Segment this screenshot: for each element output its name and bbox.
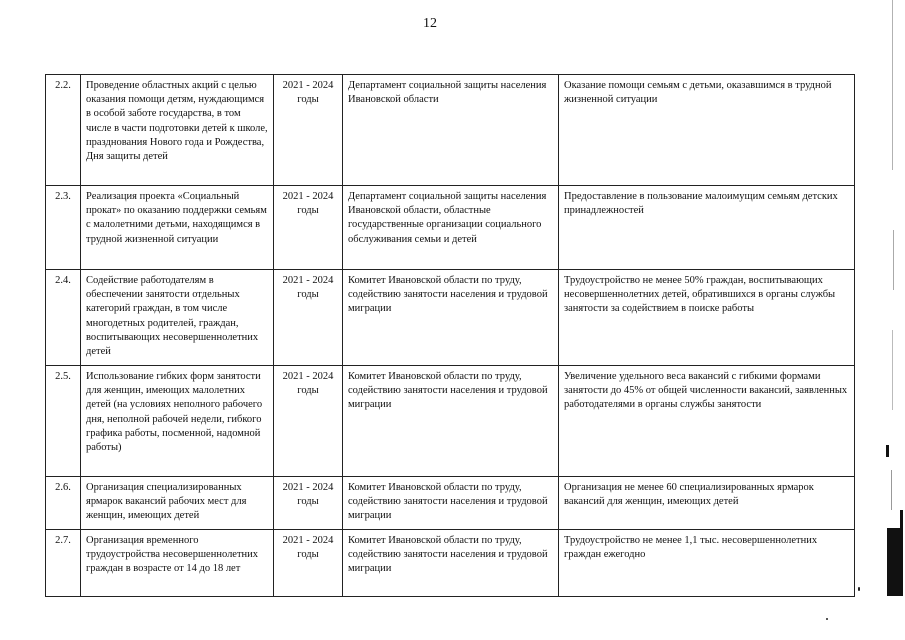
row-number: 2.5. (46, 366, 81, 477)
row-number: 2.3. (46, 186, 81, 270)
expected-result: Оказание помощи семьям с детьми, оказавшимся в трудной жизненной ситуации (559, 75, 855, 186)
expected-result: Трудоустройство не менее 1,1 тыс. несовершеннолетних граждан ежегодно (559, 530, 855, 597)
implementation-period: 2021 - 2024 годы (274, 477, 343, 530)
responsible-executor: Департамент социальной защиты населения Ивановской области (343, 75, 559, 186)
implementation-period: 2021 - 2024 годы (274, 75, 343, 186)
scan-edge-artifacts (884, 0, 905, 640)
row-number: 2.6. (46, 477, 81, 530)
scan-speck (858, 587, 860, 591)
row-number: 2.2. (46, 75, 81, 186)
responsible-executor: Комитет Ивановской области по труду, содействию занятости населения и трудовой миграции (343, 270, 559, 366)
measure-title: Использование гибких форм занятости для женщин, имеющих малолетних детей (на условиях неполного рабочего дня, неполной рабочей недели, гибкого графика работы, посменной, надомной работы) (81, 366, 274, 477)
table-row (46, 186, 855, 270)
table-row (46, 270, 855, 366)
table-row (46, 477, 855, 530)
implementation-period: 2021 - 2024 годы (274, 186, 343, 270)
responsible-executor: Комитет Ивановской области по труду, содействию занятости населения и трудовой миграции (343, 477, 559, 530)
responsible-executor: Комитет Ивановской области по труду, содействию занятости населения и трудовой миграции (343, 366, 559, 477)
table-row (46, 75, 855, 186)
implementation-period: 2021 - 2024 годы (274, 530, 343, 597)
implementation-period: 2021 - 2024 годы (274, 366, 343, 477)
scan-speck (826, 618, 828, 620)
responsible-executor: Комитет Ивановской области по труду, содействию занятости населения и трудовой миграции (343, 530, 559, 597)
table-row (46, 530, 855, 597)
row-number: 2.4. (46, 270, 81, 366)
measure-title: Организация временного трудоустройства несовершеннолетних граждан в возрасте от 14 до 18 лет (81, 530, 274, 597)
measure-title: Содействие работодателям в обеспечении занятости отдельных категорий граждан, в том числе многодетных родителей, граждан, воспитывающих несовершеннолетних детей (81, 270, 274, 366)
expected-result: Увеличение удельного веса вакансий с гибкими формами занятости до 45% от общей численности вакансий, заявленных работодателями в органы службы занятости (559, 366, 855, 477)
measures-table (45, 74, 855, 597)
measure-title: Реализация проекта «Социальный прокат» по оказанию поддержки семьям с малолетними детьми, находящимся в трудной жизненной ситуации (81, 186, 274, 270)
measure-title: Организация специализированных ярмарок вакансий рабочих мест для женщин, имеющих детей (81, 477, 274, 530)
row-number: 2.7. (46, 530, 81, 597)
table-row (46, 366, 855, 477)
implementation-period: 2021 - 2024 годы (274, 270, 343, 366)
expected-result: Трудоустройство не менее 50% граждан, воспитывающих несовершеннолетних детей, обратившихся в органы службы занятости за содействием в поиске работы (559, 270, 855, 366)
responsible-executor: Департамент социальной защиты населения Ивановской области, областные государственные организации социального обслуживания семьи и детей (343, 186, 559, 270)
expected-result: Предоставление в пользование малоимущим семьям детских принадлежностей (559, 186, 855, 270)
measure-title: Проведение областных акций с целью оказания помощи детям, нуждающимся в особой заботе государства, в том числе в части подготовки детей к школе, празднования Нового года и Рождества, Дня защиты детей (81, 75, 274, 186)
page-number: 12 (423, 16, 437, 31)
expected-result: Организация не менее 60 специализированных ярмарок вакансий для женщин, имеющих детей (559, 477, 855, 530)
